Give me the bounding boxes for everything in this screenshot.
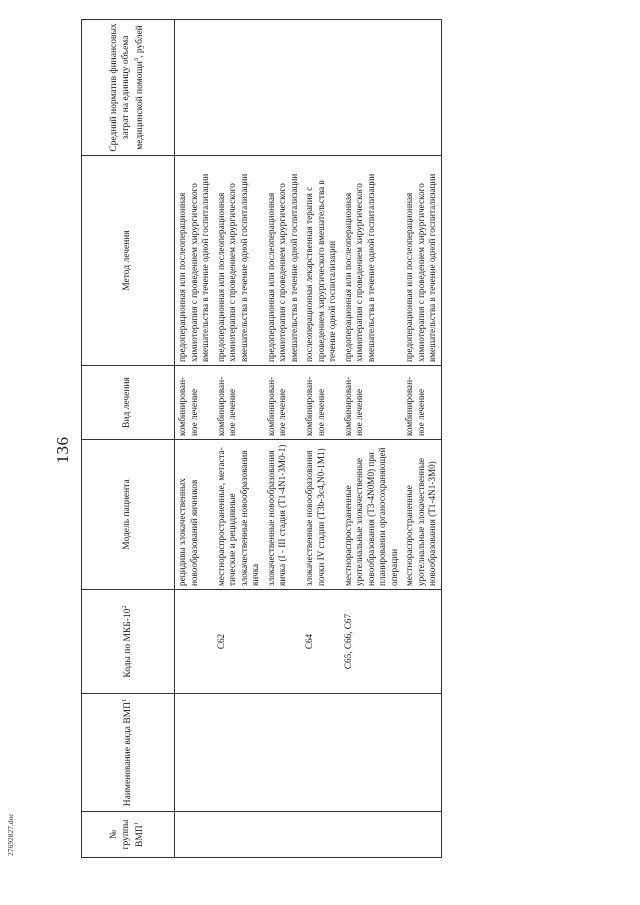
cell-treatment-type: комбинирован-ное лечение: [341, 366, 403, 440]
cell-patient-model: рецидивы злокачественных новообразований яичников: [175, 440, 214, 590]
cell-vmp-name: [302, 694, 341, 812]
cell-treatment-method: предоперационная или послеоперационная химиотерапия с проведением хирургического вмешательства в течение одной госпитализации: [402, 156, 441, 366]
cell-treatment-type: комбинирован-ное лечение: [175, 366, 214, 440]
cell-treatment-method: послеоперационная лекарственная терапия с проведением хирургического вмешательства в течение одной госпитализации: [302, 156, 341, 366]
cell-group-number: [402, 812, 441, 858]
cell-treatment-type: комбинирован-ное лечение: [402, 366, 441, 440]
cell-group-number: [214, 812, 264, 858]
header-average-cost: Средний норматив финансовых затрат на единицу объема медицинской помощи$^3$, рублей: [82, 20, 175, 156]
cell-icd-code: C65, C66, C67: [341, 590, 403, 694]
table-row: [214, 20, 264, 858]
table-header-row: [82, 20, 175, 858]
cell-average-cost: [214, 20, 264, 156]
cell-vmp-name: [402, 694, 441, 812]
table-row: [264, 20, 303, 858]
header-treatment-type: Вид лечения: [82, 366, 175, 440]
cell-group-number: [302, 812, 341, 858]
cell-patient-model: местнораспространенные, метаста-тические и рецидивные злокачественные новообразования яичка: [214, 440, 264, 590]
cell-average-cost: [264, 20, 303, 156]
cell-vmp-name: [214, 694, 264, 812]
table-row: [175, 20, 214, 858]
header-vmp-name: Наименование вида ВМП$^1$: [82, 694, 175, 812]
cell-vmp-name: [341, 694, 403, 812]
cell-average-cost: [175, 20, 214, 156]
table-row: [341, 20, 403, 858]
cell-average-cost: [402, 20, 441, 156]
page-number: 136: [53, 436, 72, 464]
cell-treatment-type: комбинирован-ное лечение: [264, 366, 303, 440]
cell-icd-code: C62: [214, 590, 264, 694]
cell-treatment-method: предоперационная или послеоперационная химиотерапия с проведением хирургического вмешательства в течение одной госпитализации: [214, 156, 264, 366]
cell-treatment-method: предоперационная или послеоперационная химиотерапия с проведением хирургического вмешательства в течение одной госпитализации: [341, 156, 403, 366]
cell-average-cost: [341, 20, 403, 156]
vmp-table: [81, 19, 442, 858]
cell-icd-code: C64: [302, 590, 341, 694]
table-row: [302, 20, 341, 858]
cell-icd-code: [175, 590, 214, 694]
header-icd-codes: Коды по МКБ-$10^2$: [82, 590, 175, 694]
cell-group-number: [341, 812, 403, 858]
cell-treatment-type: комбинирован-ное лечение: [302, 366, 341, 440]
table-row: [402, 20, 441, 858]
header-patient-model: Модель пациента: [82, 440, 175, 590]
cell-vmp-name: [175, 694, 214, 812]
cell-icd-code: [264, 590, 303, 694]
cell-icd-code: [402, 590, 441, 694]
cell-treatment-method: предоперационная или послеоперационная химиотерапия с проведением хирургического вмешательства в течение одной госпитализации: [175, 156, 214, 366]
cell-patient-model: злокачественные новообразования почки IV стадии (T3b-3c4,N0-1M1): [302, 440, 341, 590]
header-group-number: № группы ВМП$^1$: [82, 812, 175, 858]
rotated-page-content: [55, 20, 615, 880]
cell-treatment-method: предоперационная или послеоперационная химиотерапия с проведением хирургического вмешательства в течение одной госпитализации: [264, 156, 303, 366]
document-filename: 27692827.doc: [6, 813, 15, 856]
header-treatment-method: Метод лечения: [82, 156, 175, 366]
cell-patient-model: злокачественные новообразования яичка (I - III стадия (T1-4N1-3M0-1): [264, 440, 303, 590]
cell-patient-model: местнораспространенные уротелиальные злокачественные новообразования (T1-4N1-3M0): [402, 440, 441, 590]
cell-average-cost: [302, 20, 341, 156]
cell-group-number: [175, 812, 214, 858]
cell-group-number: [264, 812, 303, 858]
cell-treatment-type: комбинирован-ное лечение: [214, 366, 264, 440]
cell-patient-model: местнораспространенные уротелиальные злокачественные новообразования (T3-4N0M0) при планировании органосохраняющей операции: [341, 440, 403, 590]
cell-vmp-name: [264, 694, 303, 812]
